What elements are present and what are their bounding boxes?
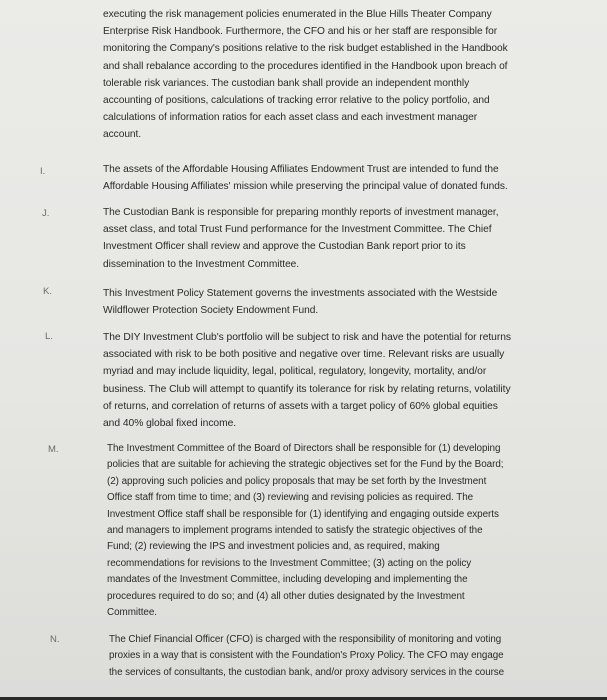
text-line: dissemination to the Investment Committee. (103, 258, 300, 270)
text-line: Fund; (2) reviewing the IPS and investment policies and, as required, making (107, 541, 440, 553)
text-line: Affordable Housing Affiliates' mission while preserving the principal value of donated funds. (103, 181, 508, 193)
text-line: (2) approving such policies and policy proposals that may be set forth by the Investment (107, 475, 487, 487)
item-paragraph-l (103, 329, 538, 432)
item-label-k: K. (43, 286, 52, 297)
text-line: accounting of positions, calculations of tracking error relative to the policy portfolio, and (103, 95, 490, 107)
text-line: asset class, and total Trust Fund performance for the Investment Committee. The Chief (103, 224, 492, 236)
item-label-i: I. (40, 166, 46, 177)
text-line: of returns, and correlation of returns of assets with a target policy of 60% global equities (103, 400, 498, 412)
text-line: and shall rebalance according to the procedures identified in the Handbook upon breach of (103, 60, 508, 72)
text-line: the services of consultants, the custodian bank, and/or proxy advisory services in the course (109, 666, 505, 678)
text-line: This Investment Policy Statement governs the investments associated with the Westside (103, 288, 498, 299)
item-label-l: L. (45, 331, 53, 342)
text-line: procedures required to do so; and (4) all other duties designated by the Investment (107, 590, 465, 602)
text-line: mandates of the Investment Committee, including developing and implementing the (107, 574, 468, 586)
text-line: executing the risk management policies enumerated in the Blue Hills Theater Company (103, 9, 492, 20)
item-paragraph-j (103, 204, 538, 273)
text-line: calculations of information ratios for each asset class and each investment manager (103, 112, 478, 124)
text-line: tolerable risk variances. The custodian bank shall provide an independent monthly (103, 77, 470, 89)
text-line: and 40% global fixed income. (103, 418, 237, 430)
text-line: associated with risk to be both positive and negative over time. Relevant risks are usually (103, 349, 505, 361)
text-line: The assets of the Affordable Housing Affiliates Endowment Trust are intended to fund the (103, 164, 499, 175)
item-paragraph-n (109, 632, 544, 681)
item-label-j: J. (42, 208, 50, 219)
text-line: The Investment Committee of the Board of Directors shall be responsible for (1) developing (107, 443, 501, 454)
text-line: Enterprise Risk Handbook. Furthermore, the CFO and his or her staff are responsible for (103, 26, 498, 38)
text-line: business. The Club will attempt to quantify its tolerance for risk by relating returns, volatility (103, 383, 511, 395)
text-line: account. (103, 129, 142, 141)
text-line: proxies in a way that is consistent with the Foundation's Proxy Policy. The CFO may engage (109, 650, 504, 662)
text-line: Office staff from time to time; and (3) reviewing and revising policies as required. The (107, 492, 474, 504)
text-line: policies that are suitable for achieving the strategic objectives set for the Fund by the Board; (107, 459, 504, 471)
text-line: The DIY Investment Club's portfolio will be subject to risk and have the potential for returns (103, 332, 512, 343)
text-line: myriad and may include liquidity, legal, political, regulatory, longevity, mortality, and/or (103, 366, 487, 378)
text-line: The Custodian Bank is responsible for preparing monthly reports of investment manager, (103, 207, 499, 218)
text-line: Investment Officer shall review and approve the Custodian Bank report prior to its (103, 241, 466, 253)
item-label-m: M. (48, 444, 59, 455)
item-paragraph-i (103, 161, 538, 195)
intro-paragraph (103, 6, 538, 144)
text-line: Investment Office staff shall be responsible for (1) identifying and engaging outside experts (107, 508, 499, 520)
item-paragraph-m (107, 441, 542, 621)
text-line: Committee. (107, 607, 157, 619)
item-paragraph-k (103, 285, 538, 319)
text-line: recommendations for revisions to the Investment Committee; (3) acting on the policy (107, 557, 472, 569)
text-line: and managers to implement programs intended to satisfy the strategic objectives of the (107, 525, 483, 537)
text-line: Wildflower Protection Society Endowment Fund. (103, 305, 319, 317)
item-label-n: N. (50, 634, 60, 645)
text-line: monitoring the Company's positions relative to the risk budget established in the Handbook (103, 43, 508, 55)
text-line: The Chief Financial Officer (CFO) is charged with the responsibility of monitoring and voting (109, 634, 502, 645)
